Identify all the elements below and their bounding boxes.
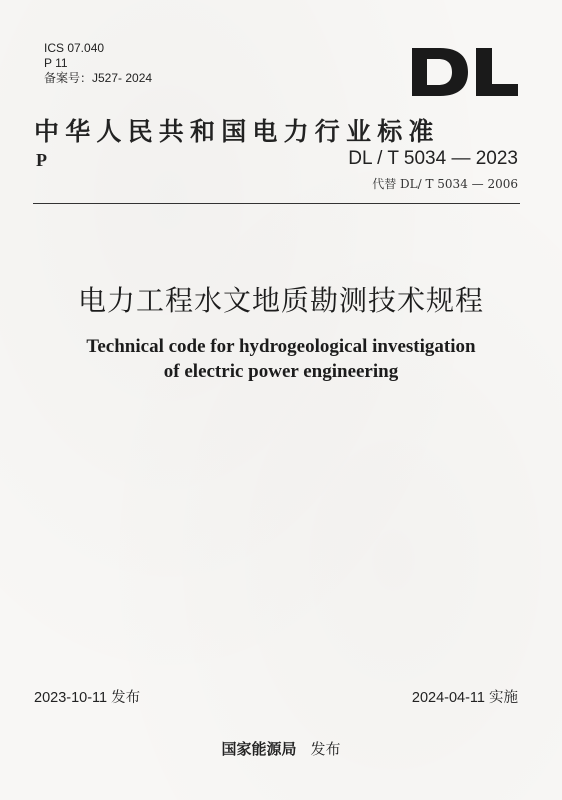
document-title-chinese: 电力工程水文地质勘测技术规程	[77, 284, 484, 317]
implementation-date: 2024-04-11 实施	[411, 690, 518, 706]
title-english-line-2: of electric power engineering	[163, 361, 399, 382]
classification-letter: P	[36, 150, 47, 170]
publisher-line	[0, 738, 562, 759]
document-title-english	[0, 334, 562, 384]
standard-number: DL / T 5034 — 2023	[348, 148, 518, 169]
ccs-code: P 11	[44, 56, 68, 70]
classification-codes	[44, 41, 152, 86]
dl-logo	[410, 46, 520, 98]
header-divider	[33, 203, 520, 204]
issuing-category-title: 中华人民共和国电力行业标准	[34, 117, 440, 146]
publisher-action: 发布	[310, 740, 341, 758]
replaces-standard: 代替 DL/ T 5034 — 2006	[372, 177, 518, 191]
ics-code: ICS 07.040	[44, 41, 105, 55]
title-english-line-1: Technical code for hydrogeological investigation	[86, 336, 476, 357]
publication-date: 2023-10-11 发布	[34, 690, 141, 706]
publisher-name: 国家能源局	[221, 740, 297, 758]
filing-number: 备案号：J527- 2024	[44, 71, 153, 85]
